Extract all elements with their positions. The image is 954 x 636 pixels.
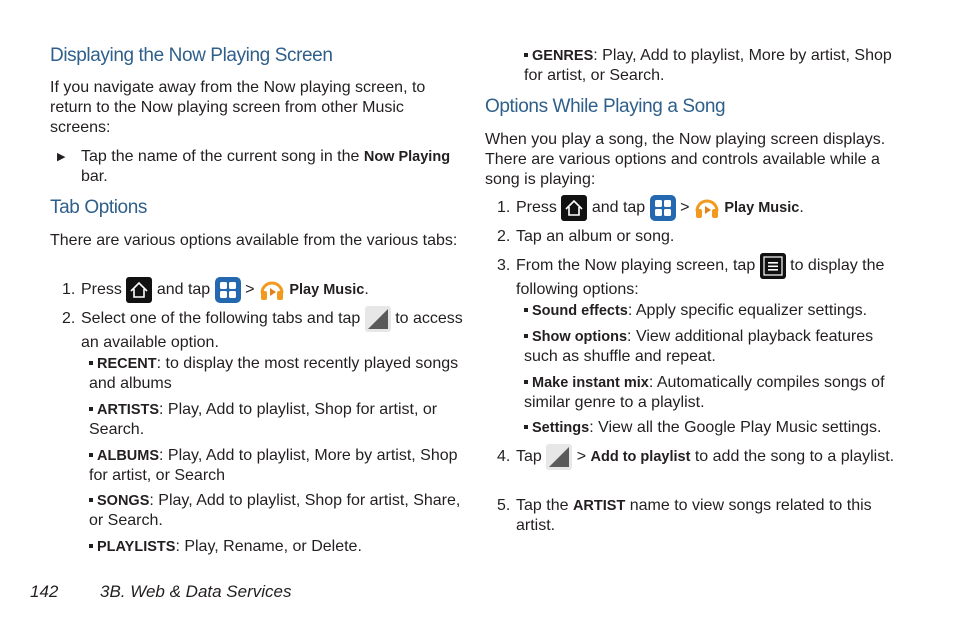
play-music-icon xyxy=(259,277,285,303)
tap-now-playing-step: Tap the name of the current song in the Now Playing bar. xyxy=(81,148,451,185)
tab-option-genres: GENRES: Play, Add to playlist, More by artist, Shop for artist, or Search. xyxy=(524,47,892,84)
option-sound-effects: Sound effects: Apply specific equalizer settings. xyxy=(524,301,904,321)
intro-tab-options: There are various options available from the various tabs: xyxy=(50,232,458,249)
step-number: 5. xyxy=(497,497,511,514)
intro-options-playing: When you play a song, the Now playing screen displays. There are various options and controls available while a song is playing: xyxy=(485,131,886,188)
corner-menu-icon xyxy=(546,444,572,470)
tab-option-recent: RECENT: to display the most recently played songs and albums xyxy=(89,355,459,392)
menu-icon xyxy=(760,253,786,279)
step-tap-album: Tap an album or song. xyxy=(516,228,675,245)
home-icon xyxy=(561,195,587,221)
step-open-music-right: Press and tap > Play Music. xyxy=(516,194,906,222)
tab-option-artists: ARTISTS: Play, Add to playlist, Shop for artist, or Search. xyxy=(89,401,438,438)
apps-icon xyxy=(215,277,241,303)
corner-menu-icon xyxy=(365,306,391,332)
step-number: 2. xyxy=(62,310,76,327)
section-title: 3B. Web & Data Services xyxy=(100,582,292,601)
step-number: 1. xyxy=(497,199,511,216)
arrow-bullet-icon: ▶ xyxy=(57,151,66,163)
intro-now-playing: If you navigate away from the Now playing screen, to return to the Now playing screen from other Music screens: xyxy=(50,79,426,136)
step-number: 1. xyxy=(62,281,76,298)
tab-option-playlists: PLAYLISTS: Play, Rename, or Delete. xyxy=(89,537,469,557)
now-playing-label: Now Playing xyxy=(363,149,451,165)
add-to-playlist-label: Add to playlist xyxy=(590,449,691,466)
option-settings: Settings: View all the Google Play Music settings. xyxy=(524,418,904,438)
home-icon xyxy=(126,277,152,303)
step-number: 3. xyxy=(497,257,511,274)
play-music-icon xyxy=(694,195,720,221)
step-tap-artist: Tap the ARTIST name to view songs related to this artist. xyxy=(516,497,872,534)
step-open-music: Press and tap > Play Music. xyxy=(81,276,471,304)
tab-option-songs: SONGS: Play, Add to playlist, Shop for artist, Share, or Search. xyxy=(89,492,461,529)
step-number: 4. xyxy=(497,448,511,465)
heading-options-playing: Options While Playing a Song xyxy=(485,96,726,117)
play-music-label: Play Music xyxy=(289,282,365,298)
step-number: 2. xyxy=(497,228,511,245)
tab-option-albums: ALBUMS: Play, Add to playlist, More by artist, Shop for artist, or Search xyxy=(89,447,458,484)
step-select-tab: Select one of the following tabs and tap to access an available option. xyxy=(81,306,471,354)
artist-label: ARTIST xyxy=(572,498,626,514)
apps-icon xyxy=(650,195,676,221)
play-music-label: Play Music xyxy=(724,200,800,216)
heading-now-playing: Displaying the Now Playing Screen xyxy=(50,45,333,66)
step-add-to-playlist: Tap > Add to playlist to add the song to a playlist. xyxy=(516,444,906,470)
heading-tab-options: Tab Options xyxy=(50,197,147,218)
option-show-options: Show options: View additional playback features such as shuffle and repeat. xyxy=(524,328,874,365)
page-number: 142 xyxy=(30,582,59,601)
option-make-instant-mix: Make instant mix: Automatically compiles songs of similar genre to a playlist. xyxy=(524,374,885,411)
step-from-now-playing: From the Now playing screen, tap to display the following options: xyxy=(516,253,906,301)
